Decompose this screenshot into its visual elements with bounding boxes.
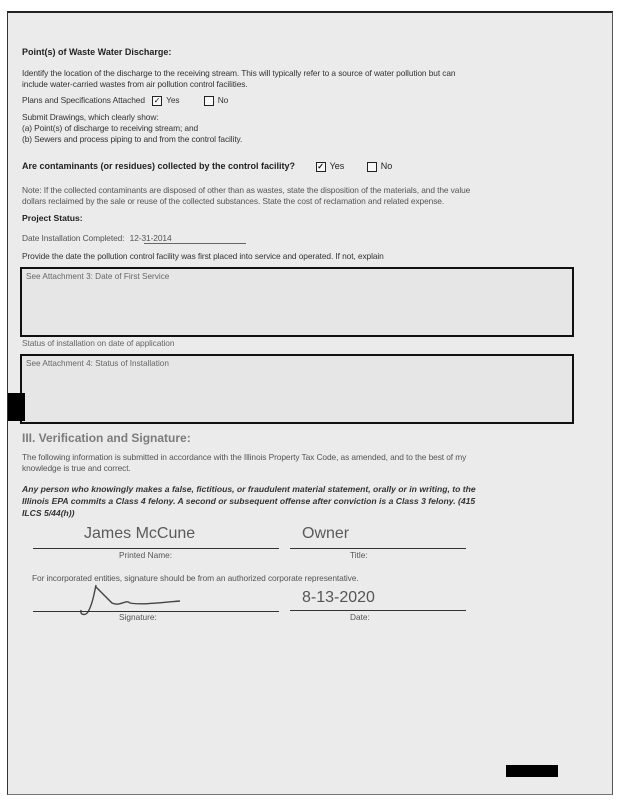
printed-name-label: Printed Name: xyxy=(119,550,173,560)
first-service-text: See Attachment 3: Date of First Service xyxy=(26,272,170,281)
plans-yes-checkbox[interactable]: ✓ xyxy=(153,95,161,105)
warning-line1: Any person who knowingly makes a false, fictitious, or fraudulent material statement, orally or in writing, to the xyxy=(22,484,476,494)
title-line xyxy=(290,548,466,549)
verification-text-line1: The following information is submitted in accordance with the Illinois Property Tax Code, as amended, and to the best of my xyxy=(22,452,467,462)
warning-line2: Illinois EPA commits a Class 4 felony. A second or subsequent offense after conviction is a Class 3 felony. (415 xyxy=(22,496,476,506)
date-underline xyxy=(144,243,246,244)
contaminants-note-line2: dollars reclaimed by the sale or reuse of the collected substances. State the cost of reclamation and related expense. xyxy=(22,196,445,206)
contaminants-question: Are contaminants (or residues) collected by the control facility? xyxy=(22,161,296,171)
redaction-block-bottom xyxy=(506,765,558,777)
date-installation-label: Date Installation Completed: xyxy=(22,233,125,243)
status-installation-text: See Attachment 4: Status of Installation xyxy=(26,359,169,368)
contaminants-yes-label: Yes xyxy=(329,161,345,171)
contaminants-note-line1: Note: If the collected contaminants are disposed of other than as wastes, state the disposition of the materials, and the value xyxy=(22,185,471,195)
discharge-instruction-line2: include water-carried wastes from air pollution control facilities. xyxy=(22,79,248,89)
date-installation-row xyxy=(22,233,172,243)
plans-yes-label: Yes xyxy=(166,95,180,105)
title-value[interactable]: Owner xyxy=(302,525,350,542)
document-page xyxy=(7,11,613,795)
warning-line3: ILCS 5/44(h)) xyxy=(22,508,75,518)
title-label: Title: xyxy=(350,550,368,560)
status-installation-label: Status of installation on date of application xyxy=(22,338,175,348)
contaminants-no-checkbox[interactable] xyxy=(367,162,377,172)
printed-name-line xyxy=(33,548,279,549)
date-installation-value[interactable]: 12-31-2014 xyxy=(129,233,172,243)
project-status-heading: Project Status: xyxy=(22,213,83,223)
redaction-block-left xyxy=(7,393,25,421)
date-line xyxy=(290,610,466,611)
provide-date-instruction: Provide the date the pollution control facility was first placed into service and operated. If not, explain xyxy=(22,251,384,261)
plans-no-checkbox[interactable] xyxy=(204,96,214,106)
plans-label: Plans and Specifications Attached xyxy=(22,95,145,105)
submit-item-a: (a) Point(s) of discharge to receiving stream; and xyxy=(22,123,199,133)
date-value[interactable]: 8-13-2020 xyxy=(302,589,375,606)
discharge-heading: Point(s) of Waste Water Discharge: xyxy=(22,47,172,57)
contaminants-yes-checkbox[interactable]: ✓ xyxy=(317,161,324,171)
verification-text-line2: knowledge is true and correct. xyxy=(22,463,131,473)
contaminants-row xyxy=(22,161,392,172)
submit-drawings: Submit Drawings, which clearly show: xyxy=(22,112,159,122)
date-label: Date: xyxy=(350,612,370,622)
submit-item-b: (b) Sewers and process piping to and from the control facility. xyxy=(22,134,243,144)
discharge-instruction-line1: Identify the location of the discharge to the receiving stream. This will typically refer to a source of water pollution but can xyxy=(22,68,456,78)
status-installation-box[interactable] xyxy=(20,354,574,424)
contaminants-no-label: No xyxy=(380,161,393,171)
first-service-box[interactable] xyxy=(20,267,574,337)
signature-label: Signature: xyxy=(119,612,157,622)
plans-row xyxy=(22,95,228,106)
plans-no-label: No xyxy=(217,95,229,105)
printed-name-value[interactable]: James McCune xyxy=(84,525,196,542)
verification-heading: III. Verification and Signature: xyxy=(22,431,191,445)
corporate-note: For incorporated entities, signature should be from an authorized corporate representative. xyxy=(32,573,359,583)
